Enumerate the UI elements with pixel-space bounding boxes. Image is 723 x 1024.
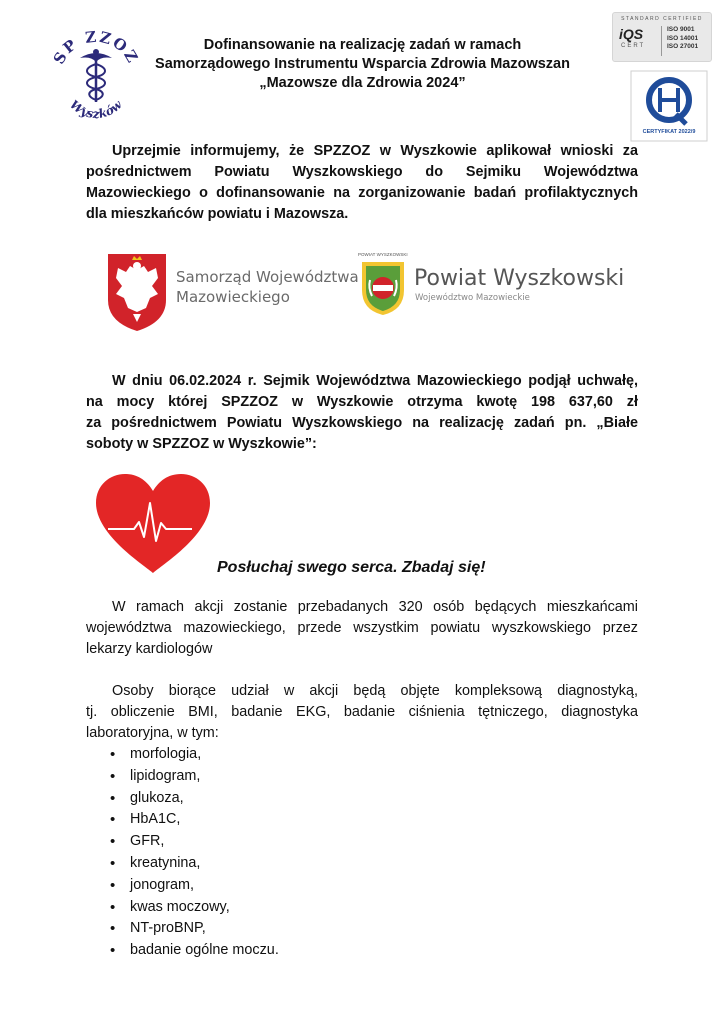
- action-line: W ramach akcji zostanie przebadanych 320 osób będących mieszkańcami: [112, 599, 638, 615]
- resolution-line: na mocy której SPZZOZ w Wyszkowie otrzyma kwotę 198 637,60 zł: [86, 394, 638, 410]
- intro-line: Mazowieckiego o dofinansowanie na zorganizowanie badań profilaktycznych: [86, 185, 638, 201]
- logo-bottom-text: Wyszków: [67, 97, 125, 122]
- cert-brand-text: iQS: [619, 26, 644, 42]
- lab-tests-list: [110, 744, 279, 962]
- list-item: • badanie ogólne moczu.: [110, 940, 279, 962]
- resolution-line: W dniu 06.02.2024 r. Sejmik Województwa Mazowieckiego podjął uchwałę,: [112, 373, 638, 389]
- action-line: lekarzy kardiologów: [86, 641, 213, 657]
- iso-line: ISO 14001: [667, 34, 699, 42]
- logo-top-text: SP ZZOZ: [49, 27, 143, 68]
- list-item: • kwas moczowy,: [110, 897, 279, 919]
- list-item: • kreatynina,: [110, 853, 279, 875]
- title-line: Dofinansowanie na realizację zadań w ramach: [203, 37, 522, 53]
- intro-paragraph: [86, 141, 638, 225]
- document-title: [130, 36, 595, 93]
- cert-label: STANDARD CERTIFIED: [621, 16, 703, 22]
- samorzad-line2: Mazowieckiego: [176, 288, 290, 306]
- powiat-crest-icon: [360, 260, 406, 316]
- title-line: Samorządowego Instrumentu Wsparcia Zdrowia Mazowszan: [155, 56, 570, 72]
- list-item: • HbA1C,: [110, 809, 279, 831]
- iso-line: ISO 9001: [667, 26, 695, 33]
- heart-illustration: [94, 473, 212, 575]
- iso-certification-badge: [612, 12, 712, 62]
- samorzad-mazowsze-logo: [106, 252, 359, 334]
- intro-line: dla mieszkańców powiatu i Mazowsza.: [86, 206, 349, 222]
- diagnostics-line: laboratoryjna, w tym:: [86, 725, 219, 741]
- title-line: „Mazowsze dla Zdrowia 2024”: [259, 75, 466, 91]
- resolution-paragraph: [86, 371, 638, 455]
- powiat-title: Powiat Wyszkowski: [414, 266, 625, 291]
- cert-brand-sub: CERT: [621, 43, 646, 49]
- resolution-line: za pośrednictwem Powiatu Wyszkowskiego na realizację zadań pn. „Białe: [86, 415, 638, 431]
- heart-ecg-icon: [94, 473, 212, 575]
- slogan: Posłuchaj swego serca. Zbadaj się!: [217, 559, 486, 576]
- powiat-small-label: POWIAT WYSZKOWSKI: [358, 252, 408, 257]
- cert-iso-list: [667, 26, 698, 52]
- quality-badge-caption: CERTYFIKAT 2022/9: [642, 129, 696, 135]
- action-paragraph: [86, 597, 638, 660]
- mazovia-eagle-shield-icon: [106, 252, 168, 332]
- action-line: województwa mazowieckiego, przede wszystkim powiatu wyszkowskiego przez: [86, 620, 638, 636]
- diagnostics-paragraph: [86, 681, 638, 744]
- diagnostics-line: Osoby biorące udział w akcji będą objęte kompleksową diagnostyką,: [112, 683, 638, 699]
- intro-line: Uprzejmie informujemy, że SPZZOZ w Wyszkowie aplikował wnioski za: [112, 143, 638, 159]
- resolution-line: soboty w SPZZOZ w Wyszkowie”:: [86, 436, 317, 452]
- intro-line: pośrednictwem Powiatu Wyszkowskiego do Sejmiku Województwa: [86, 164, 638, 180]
- cert-brand: [619, 26, 643, 42]
- powiat-wyszkowski-logo: [358, 252, 628, 322]
- list-item: • GFR,: [110, 831, 279, 853]
- list-item: • jonogram,: [110, 875, 279, 897]
- quality-certificate-badge: [630, 70, 708, 142]
- samorzad-line1: Samorząd Województwa: [176, 268, 359, 286]
- iso-line: ISO 27001: [667, 43, 699, 50]
- list-item: • glukoza,: [110, 788, 279, 810]
- list-item: • NT-proBNP,: [110, 918, 279, 940]
- list-item: • morfologia,: [110, 744, 279, 766]
- list-item: • lipidogram,: [110, 766, 279, 788]
- powiat-subtitle: Województwo Mazowieckie: [415, 293, 530, 303]
- diagnostics-line: tj. obliczenie BMI, badanie EKG, badanie ciśnienia tętniczego, diagnostyka: [86, 704, 638, 720]
